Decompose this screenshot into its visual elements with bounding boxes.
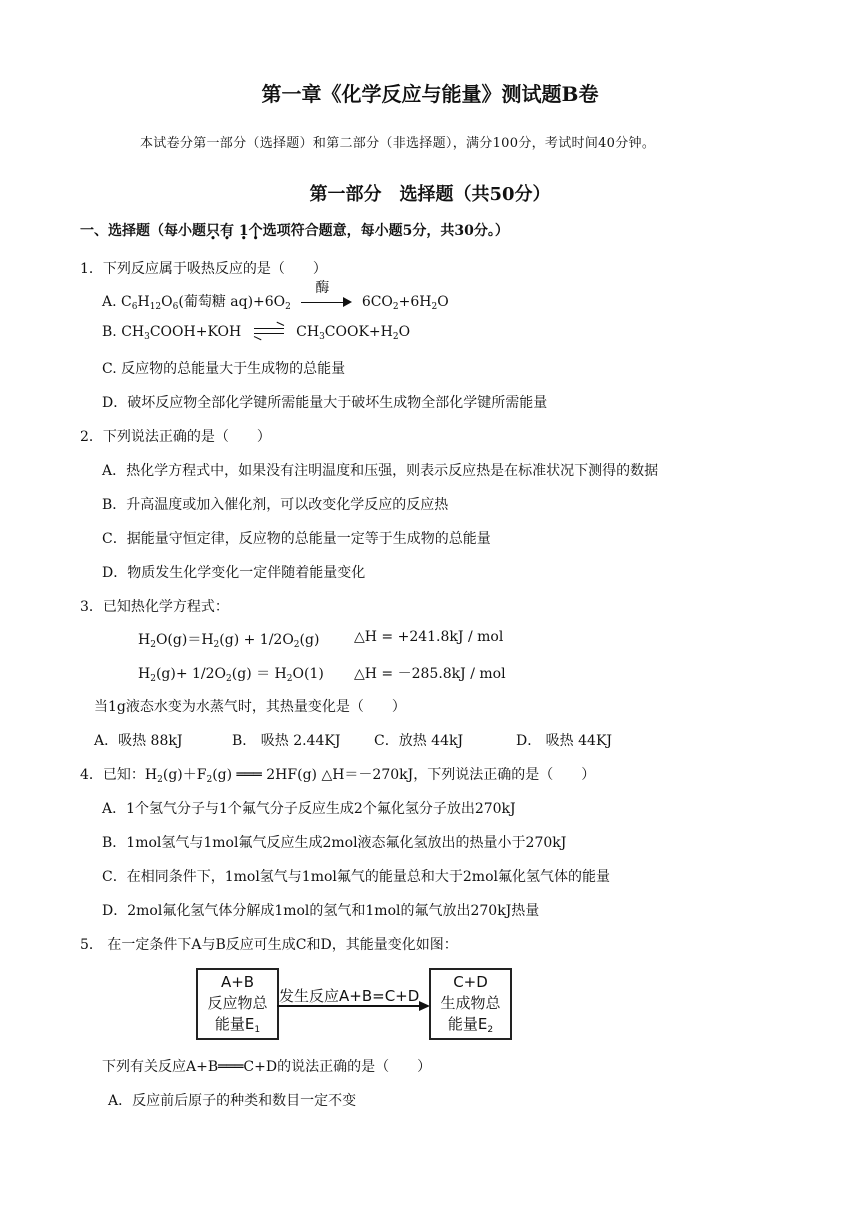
- box-line: 反应物总: [207, 994, 268, 1012]
- q1-option-b: [102, 324, 410, 342]
- q4-stem: [80, 764, 595, 785]
- emphasis-dot-char: 只: [206, 223, 220, 239]
- subscript: 2: [487, 1025, 494, 1035]
- q3-eq1-enthalpy: △H = +241.8kJ / mol: [354, 629, 504, 645]
- reaction-arrow: [277, 1000, 431, 1012]
- formula-text: (g): [299, 632, 320, 648]
- formula-text: +6H: [398, 294, 432, 310]
- q4-option-b: B．1mol氢气与1mol氟气反应生成2mol液态氟化氢放出的热量小于270kJ: [102, 835, 567, 851]
- subscript: 2: [157, 775, 163, 785]
- subscript: 2: [226, 674, 232, 684]
- formula-text: H: [138, 666, 151, 682]
- q4-option-c: C．在相同条件下，1mol氢气与1mol氟气的能量总和大于2mol氟化氢气体的能量: [102, 869, 610, 885]
- subscript: 2: [285, 302, 291, 312]
- subscript: 2: [431, 302, 438, 312]
- box-line: 生成物总: [440, 994, 501, 1012]
- subscript: 6: [131, 302, 138, 312]
- q4-option-a: A．1个氢气分子与1个氟气分子反应生成2个氟化氢分子放出270kJ: [102, 801, 516, 817]
- q3-equation-1: [138, 629, 319, 650]
- q1-option-c: C. 反应物的总能量大于生成物的总能量: [102, 361, 346, 377]
- subscript: 2: [150, 640, 156, 650]
- subscript: 2: [286, 674, 293, 684]
- formula-text: COOK+H: [324, 324, 393, 340]
- reaction-arrow: [301, 280, 351, 309]
- q2-option-d: D．物质发生化学变化一定伴随着能量变化: [102, 565, 366, 581]
- q5-stem: 5． 在一定条件下A与B反应可生成C和D，其能量变化如图：: [80, 937, 458, 953]
- emphasis-dot-char: 个: [248, 223, 263, 239]
- q1-stem: 1．下列反应属于吸热反应的是（ ）: [80, 261, 327, 277]
- box-line-text: 能量E: [447, 1015, 488, 1033]
- equilibrium-arrow: [254, 327, 284, 337]
- formula-text: (g)＋F: [162, 767, 207, 783]
- q2-option-b: B．升高温度或加入催化剂，可以改变化学反应的反应热: [102, 497, 449, 513]
- formula-text: H: [138, 632, 151, 648]
- subscript: 3: [144, 332, 150, 342]
- q3-ask: 当1g液态水变为水蒸气时，其热量变化是（ ）: [94, 699, 406, 715]
- formula-text: CH: [296, 324, 320, 340]
- formula-text: O: [437, 294, 449, 310]
- subscript: 6: [172, 302, 179, 312]
- formula-text: (g) ═══ 2HF(g) △H＝－270kJ，下列说法正确的是（ ）: [212, 767, 596, 783]
- subscript: 2: [213, 640, 220, 650]
- formula-text: O(g)＝H: [155, 632, 214, 648]
- section-heading-pre: 一、选择题（每小题: [80, 223, 206, 239]
- formula-text: O(1): [292, 666, 324, 682]
- q2-stem: 2．下列说法正确的是（ ）: [80, 429, 271, 445]
- part-one-heading: 第一部分 选择题（共50分）: [309, 184, 551, 205]
- q3-equation-2: [138, 663, 324, 684]
- product-energy-box: [429, 968, 512, 1040]
- formula-text: B. CH: [102, 324, 145, 340]
- q5-ask: 下列有关反应A+B═══C+D的说法正确的是（ ）: [102, 1059, 432, 1075]
- formula-text: 4．已知：H: [80, 767, 158, 783]
- subscript: 3: [319, 332, 325, 342]
- q3-option-d: D． 吸热 44KJ: [516, 733, 613, 749]
- formula-text: (g)+ 1/2O: [155, 666, 227, 682]
- reactant-energy-box: [196, 968, 279, 1040]
- subscript: 2: [150, 674, 156, 684]
- subscript: 1: [254, 1025, 261, 1035]
- q1-option-d: D．破坏反应物全部化学键所需能量大于破坏生成物全部化学键所需能量: [102, 395, 548, 411]
- page-title: 第一章《化学反应与能量》测试题B卷: [261, 82, 599, 106]
- emphasis-dot-char: 有: [220, 223, 234, 239]
- formula-text: (g) + 1/2O: [219, 632, 294, 648]
- box-line-text: 能量E: [214, 1015, 255, 1033]
- q4-option-d: D．2mol氟化氢气体分解成1mol的氢气和1mol的氟气放出270kJ热量: [102, 903, 540, 919]
- q3-option-c: C．放热 44kJ: [374, 733, 464, 749]
- exam-intro: 本试卷分第一部分（选择题）和第二部分（非选择题），满分100分，考试时间40分钟。: [140, 136, 656, 151]
- box-line: [198, 1014, 277, 1041]
- box-line: A+B: [220, 973, 255, 991]
- q1-option-a: [102, 280, 449, 312]
- formula-text: COOH+KOH: [149, 324, 242, 340]
- formula-text: O: [161, 294, 173, 310]
- section-heading-post: 选项符合题意，每小题5分，共30分。）: [262, 223, 509, 239]
- subscript: 2: [392, 332, 399, 342]
- q3-stem: 3．已知热化学方程式：: [80, 599, 229, 615]
- formula-text: O: [398, 324, 411, 340]
- subscript: 2: [293, 640, 300, 650]
- section-one-heading: [80, 220, 509, 240]
- formula-text: 6CO: [361, 294, 393, 310]
- formula-text: (葡萄糖 aq)+6O: [178, 294, 286, 310]
- formula-text: A. C: [102, 294, 132, 310]
- subscript: 2: [206, 775, 213, 785]
- q2-option-c: C．据能量守恒定律，反应物的总能量一定等于生成物的总能量: [102, 531, 491, 547]
- arrow-label: 酶: [315, 280, 330, 296]
- q5-option-a: A．反应前后原子的种类和数目一定不变: [108, 1093, 357, 1109]
- subscript: 2: [392, 302, 399, 312]
- q3-option-b: B． 吸热 2.44KJ: [232, 733, 341, 749]
- emphasis-dot-char: 1 •: [239, 223, 249, 239]
- box-line: C+D: [453, 973, 488, 991]
- formula-text: H: [137, 294, 150, 310]
- reaction-arrow-label: 发生反应A+B=C+D: [279, 987, 420, 1005]
- box-line: [431, 1014, 510, 1041]
- q3-option-a: A．吸热 88kJ: [94, 733, 183, 749]
- q3-eq2-enthalpy: △H = －285.8kJ / mol: [354, 666, 506, 682]
- formula-text: (g) ＝ H: [231, 666, 287, 682]
- subscript: 12: [149, 302, 162, 312]
- q2-option-a: A．热化学方程式中，如果没有注明温度和压强，则表示反应热是在标准状况下测得的数据: [102, 463, 659, 479]
